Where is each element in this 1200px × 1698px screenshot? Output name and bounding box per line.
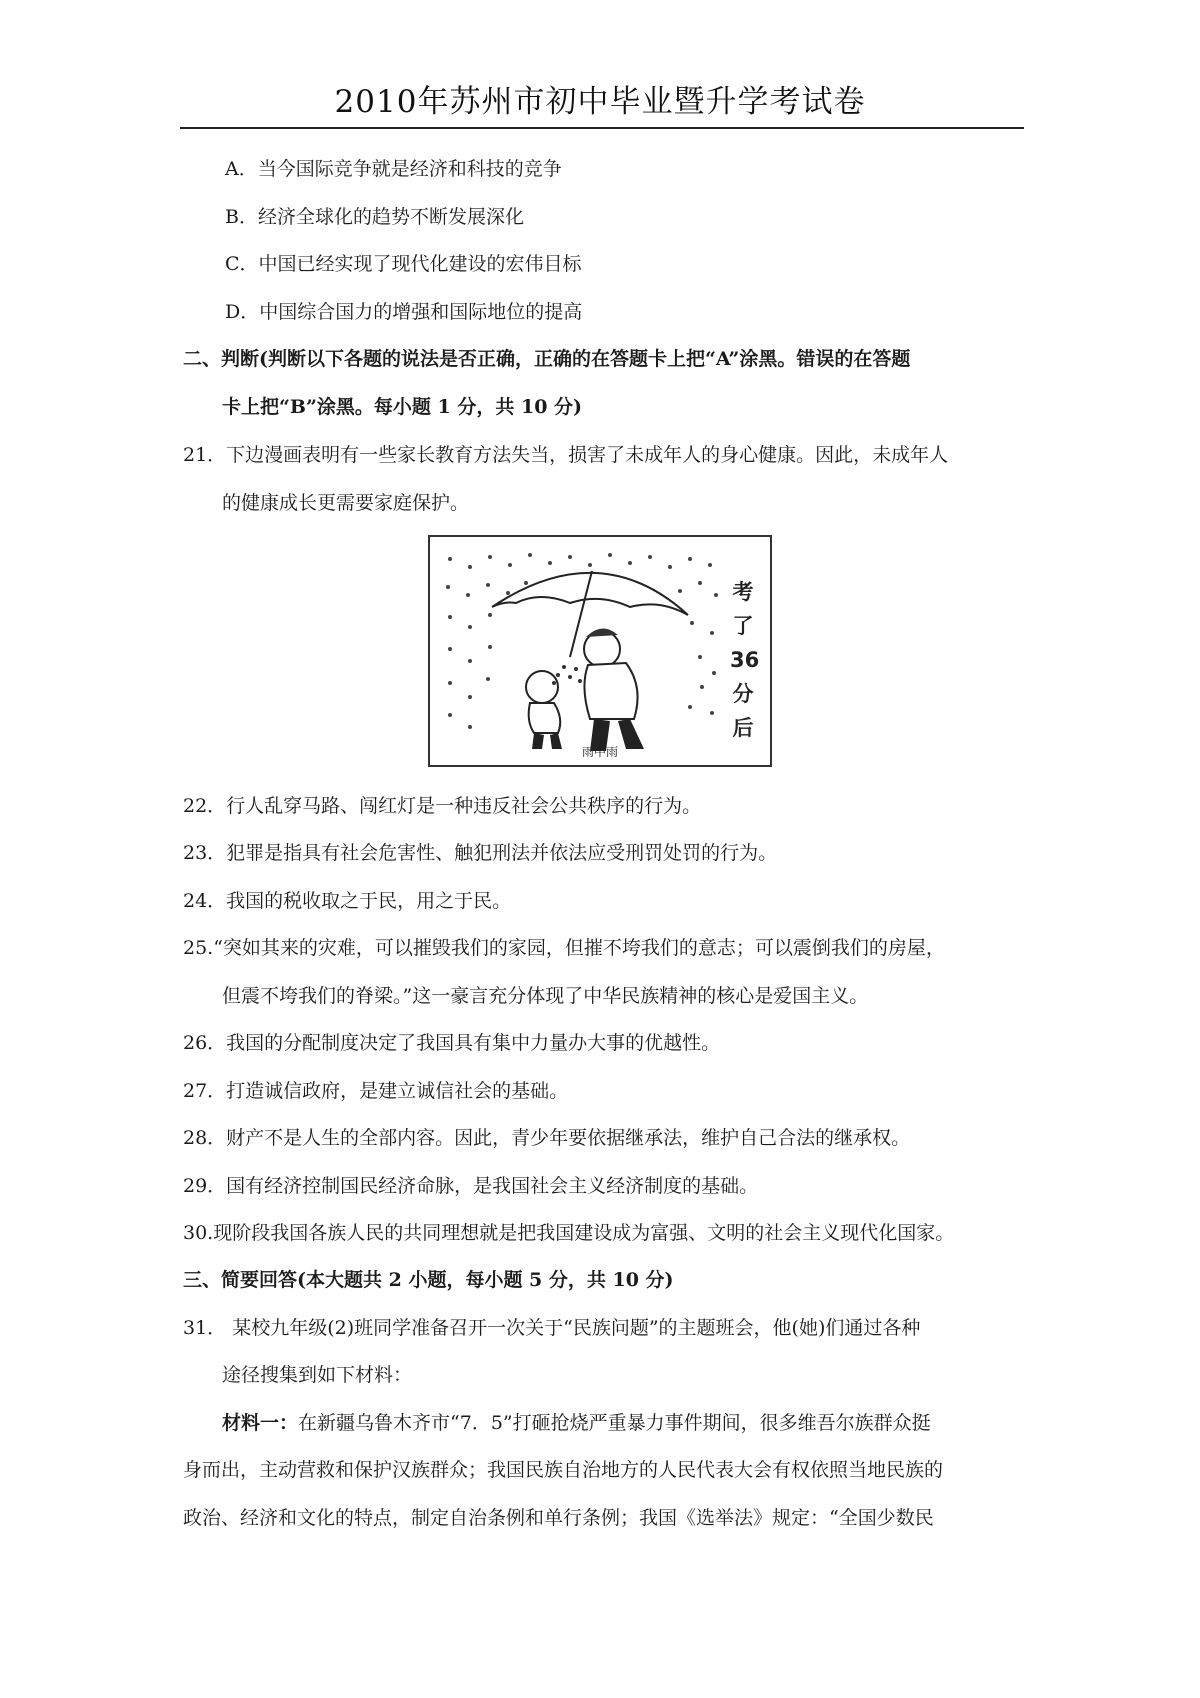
option-d: D．中国综合国力的增强和国际地位的提高: [225, 301, 583, 323]
cartoon-side-char: 考: [732, 580, 754, 604]
cartoon-caption: 雨中雨: [581, 745, 618, 759]
material-one-text: 在新疆乌鲁木齐市“7．5”打砸抢烧严重暴力事件期间，很多维吾尔族群众挺: [298, 1412, 931, 1434]
question-31-line2: 途径搜集到如下材料：: [222, 1364, 413, 1386]
cartoon-drawing: [430, 537, 770, 765]
question-22: 22．行人乱穿马路、闯红灯是一种违反社会公共秩序的行为。: [183, 795, 702, 817]
parent-body: [584, 663, 637, 719]
cartoon-image: [428, 535, 772, 767]
rain-drops: [446, 553, 718, 729]
question-24: 24．我国的税收取之于民，用之于民。: [183, 890, 512, 912]
question-21-line2: 的健康成长更需要家庭保护。: [222, 492, 470, 514]
cartoon-side-char: 分: [732, 682, 754, 706]
option-b: B．经济全球化的趋势不断发展深化: [225, 206, 524, 228]
cartoon-side-text: [730, 575, 760, 745]
section3-heading: 三、简要回答(本大题共 2 小题，每小题 5 分，共 10 分): [183, 1269, 674, 1291]
material-one-line3: 政治、经济和文化的特点，制定自治条例和单行条例；我国《选举法》规定：“全国少数民: [183, 1507, 934, 1529]
question-29: 29．国有经济控制国民经济命脉，是我国社会主义经济制度的基础。: [183, 1175, 759, 1197]
cartoon-side-char: 后: [732, 716, 754, 740]
page-title: 2010年苏州市初中毕业暨升学考试卷: [334, 84, 866, 120]
question-25-line1: 25.“突如其来的灾难，可以摧毁我们的家园，但摧不垮我们的意志；可以震倒我们的房屋，: [183, 937, 945, 959]
title-rule: [180, 127, 1024, 129]
material-one-line2: 身而出，主动营救和保护汉族群众；我国民族自治地方的人民代表大会有权依照当地民族的: [183, 1459, 944, 1481]
question-30: 30.现阶段我国各族人民的共同理想就是把我国建设成为富强、文明的社会主义现代化国家。: [183, 1222, 955, 1244]
option-c: C．中国已经实现了现代化建设的宏伟目标: [225, 253, 582, 275]
material-one-line1: [222, 1410, 931, 1436]
question-25-line2: 但震不垮我们的脊梁。”这一豪言充分体现了中华民族精神的核心是爱国主义。: [222, 985, 869, 1007]
question-26: 26．我国的分配制度决定了我国具有集中力量办大事的优越性。: [183, 1032, 721, 1054]
cartoon-side-char: 36: [730, 648, 760, 672]
question-28: 28．财产不是人生的全部内容。因此，青少年要依据继承法，维护自己合法的继承权。: [183, 1127, 911, 1149]
cartoon-side-char: 了: [732, 614, 754, 638]
option-a: A．当今国际竞争就是经济和科技的竞争: [225, 158, 562, 180]
child-head: [526, 671, 558, 703]
section2-heading-line2: 卡上把“B”涂黑。每小题 1 分，共 10 分): [222, 396, 583, 418]
question-31-line1: 31． 某校九年级(2)班同学准备召开一次关于“民族问题”的主题班会，他(她)们通过各种: [183, 1317, 921, 1339]
question-21-line1: 21．下边漫画表明有一些家长教育方法失当，损害了未成年人的身心健康。因此，未成年人: [183, 444, 949, 466]
section2-heading-line1: 二、判断(判断以下各题的说法是否正确，正确的在答题卡上把“A”涂黑。错误的在答题: [183, 348, 911, 370]
question-23: 23．犯罪是指具有社会危害性、触犯刑法并依法应受刑罚处罚的行为。: [183, 842, 778, 864]
child-body: [529, 703, 561, 733]
question-27: 27．打造诚信政府，是建立诚信社会的基础。: [183, 1080, 569, 1102]
material-one-label: 材料一：: [222, 1412, 299, 1434]
